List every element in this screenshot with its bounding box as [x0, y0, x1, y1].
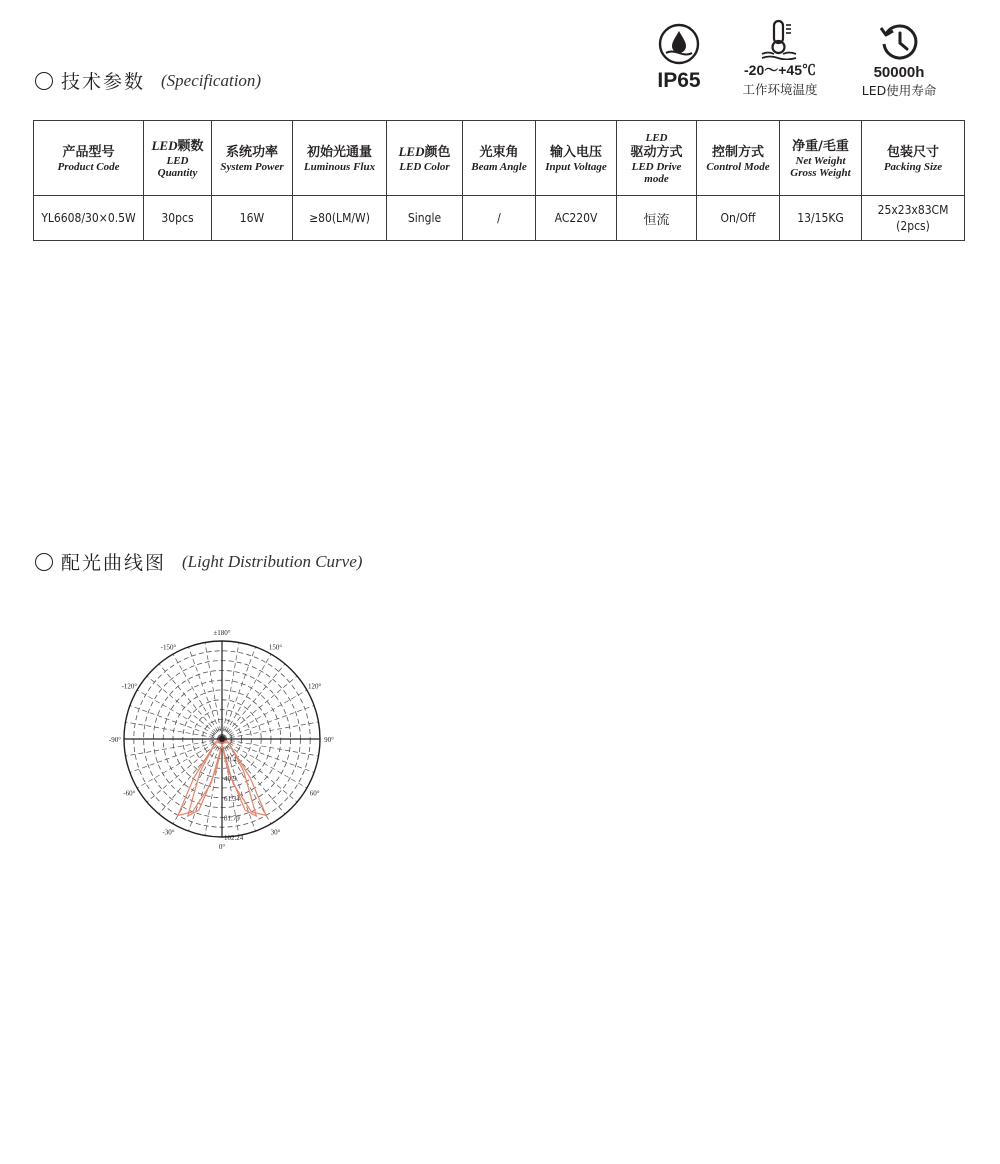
header-luminous-flux: 初始光通量 Luminous Flux — [293, 121, 387, 196]
table-row — [34, 196, 965, 241]
lifetime-label: LED使用寿命 — [861, 83, 937, 98]
radial-tick-label: 20.45 — [224, 755, 240, 764]
lifetime-value: 50000h — [873, 64, 925, 81]
cell-system-power: 16W — [212, 196, 293, 241]
polar-center-point — [219, 736, 225, 742]
angle-tick-label: -120° — [121, 682, 138, 691]
radial-tick-label: 102.24 — [224, 834, 244, 842]
angle-tick-label: -150° — [160, 643, 177, 652]
light-distribution-chart — [100, 625, 345, 850]
cell-led-color: Single — [387, 196, 463, 241]
angle-tick-label: ±180° — [213, 629, 231, 637]
ip-rating-badge — [650, 22, 708, 93]
circle-bullet-icon — [35, 553, 53, 571]
angle-tick-label: -90° — [108, 736, 122, 744]
header-product-code: 产品型号 Product Code — [34, 121, 144, 196]
cell-drive-mode: 恒流 — [617, 196, 697, 241]
cell-input-voltage: AC220V — [536, 196, 617, 241]
cell-beam-angle: / — [463, 196, 536, 241]
temperature-value: -20～+45℃ — [744, 62, 816, 78]
cell-luminous-flux: ≥80(LM/W) — [293, 196, 387, 241]
curve-title-en: (Light Distribution Curve) — [182, 551, 363, 571]
packing-size-qty: (2pcs) — [896, 219, 930, 233]
header-control-mode: 控制方式 Control Mode — [697, 121, 780, 196]
radial-tick-label: 61.34 — [224, 794, 240, 803]
temperature-badge — [730, 18, 830, 98]
temperature-label: 工作环境温度 — [742, 82, 818, 97]
water-drop-icon — [657, 22, 701, 66]
spec-section-title — [35, 67, 261, 94]
clock-history-icon — [878, 22, 920, 62]
header-system-power: 系统功率 System Power — [212, 121, 293, 196]
header-packing-size: 包装尺寸 Packing Size — [862, 121, 965, 196]
angle-tick-label: 150° — [268, 643, 283, 652]
thermometer-icon — [758, 18, 802, 60]
header-weight: 净重/毛重 Net Weight Gross Weight — [780, 121, 862, 196]
angle-tick-label: 0° — [218, 843, 226, 850]
header-led-quantity: LED颗数 LED Quantity — [144, 121, 212, 196]
header-beam-angle: 光束角 Beam Angle — [463, 121, 536, 196]
circle-bullet-icon — [35, 72, 53, 90]
spec-table — [33, 120, 965, 241]
header-drive-mode: LED 驱动方式 LED Drive mode — [617, 121, 697, 196]
angle-tick-label: 60° — [309, 789, 320, 798]
cell-packing-size — [862, 196, 965, 241]
angle-tick-label: 30° — [270, 828, 281, 837]
polar-grid-spoke — [222, 647, 256, 739]
spec-title-zh: 技术参数 — [61, 71, 146, 93]
polar-grid-spoke — [222, 705, 314, 739]
cell-led-quantity: 30pcs — [144, 196, 212, 241]
angle-tick-label: -60° — [123, 789, 136, 798]
table-header-row — [34, 121, 965, 196]
header-led-color: LED颜色 LED Color — [387, 121, 463, 196]
header-input-voltage: 输入电压 Input Voltage — [536, 121, 617, 196]
angle-tick-label: 90° — [324, 736, 334, 744]
angle-tick-label: 120° — [308, 682, 322, 691]
cell-control-mode: On/Off — [697, 196, 780, 241]
cell-product-code: YL6608/30×0.5W — [34, 196, 144, 241]
spec-title-en: (Specification) — [161, 70, 262, 90]
radial-tick-label: 40.9 — [224, 775, 237, 784]
cell-weight: 13/15KG — [780, 196, 862, 241]
lifetime-badge — [852, 22, 946, 99]
curve-section-title — [35, 548, 362, 575]
curve-title-zh: 配光曲线图 — [61, 552, 167, 574]
packing-size-value: 25x23x83CM — [877, 203, 949, 217]
angle-tick-label: -30° — [162, 828, 175, 837]
radial-tick-label: 81.79 — [224, 814, 240, 823]
ip-rating-label: IP65 — [657, 69, 701, 92]
